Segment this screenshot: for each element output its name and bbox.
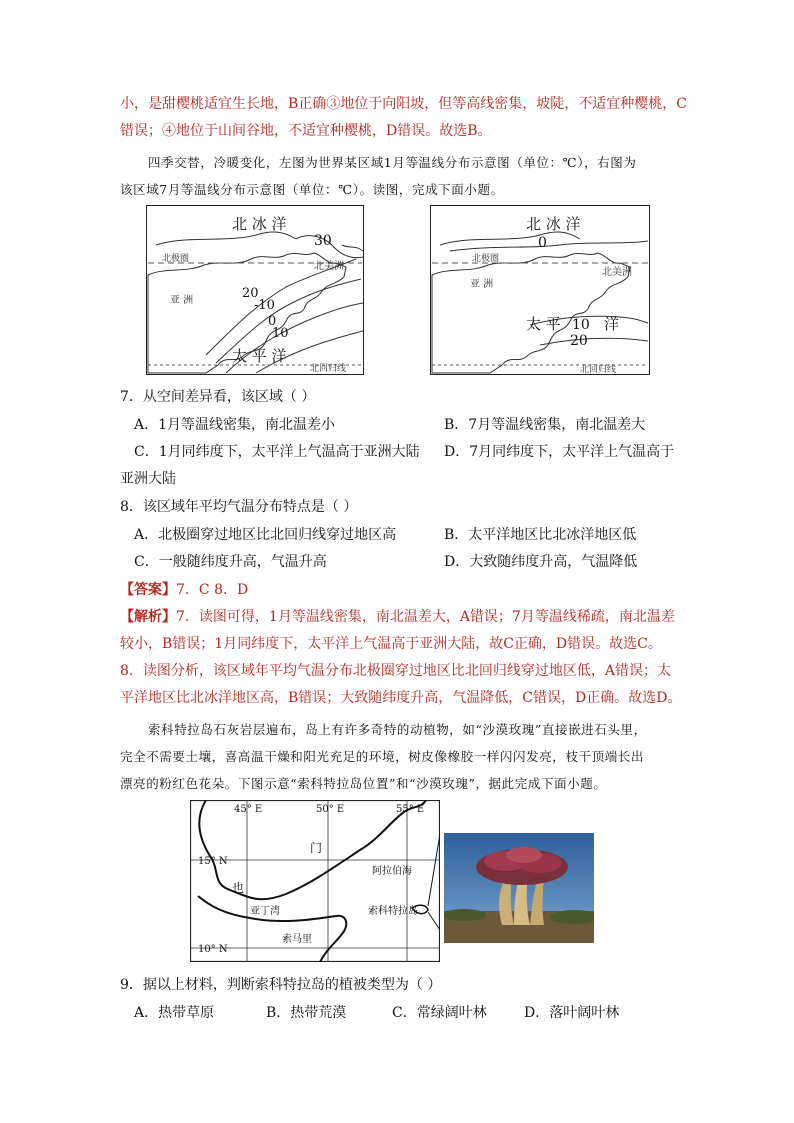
q7-option-d-cont: 亚洲大陆 — [120, 471, 176, 487]
label-lon-50: 50° E — [316, 804, 345, 815]
socotra-intro-line-3: 漂亮的粉红色花朵。下图示意“索科特拉岛位置”和“沙漠玫瑰”，据此完成下面小题。 — [120, 776, 607, 791]
answer-label: 【答案】 — [120, 582, 176, 598]
july-isotherm-map — [430, 205, 650, 375]
q8-option-a[interactable]: A．北极圈穿过地区比北回归线穿过地区高 — [134, 527, 397, 543]
socotra-intro-line-2: 完全不需要土壤，喜高温干燥和阳光充足的环境，树皮像橡胶一样闪闪发亮，枝干顶端长出 — [120, 749, 645, 764]
q9-stem: 9．据以上材料，判断索科特拉岛的植被类型为（ ） — [120, 977, 442, 993]
label-iso-20: 20 — [242, 286, 259, 301]
january-isotherm-map — [146, 205, 364, 375]
label-north-america: 北美洲 — [602, 267, 632, 278]
label-arctic-circle: 北极圈 — [162, 254, 190, 264]
label-men: 门 — [310, 841, 323, 855]
label-iso-0: 0 — [538, 235, 547, 251]
socotra-intro-line-1: 索科特拉岛石灰岩层遍布，岛上有许多奇特的动植物，如“沙漠玫瑰”直接嵌进石头里， — [148, 722, 647, 737]
label-arctic-ocean: 北 冰 洋 — [232, 215, 287, 233]
desert-rose-photo — [444, 833, 594, 943]
answer-continuation-line-1: 小，是甜樱桃适宜生长地，B正确③地位于向阳坡，但等高线密集，坡陡，不适宜种樱桃，C — [120, 96, 687, 112]
q9-option-a[interactable]: A．热带草原 — [134, 1005, 215, 1021]
label-ye: 也 — [232, 881, 245, 895]
label-lat-15: 15° N — [198, 856, 228, 867]
label-gulf-of-aden: 亚丁湾 — [250, 906, 280, 917]
label-arctic-ocean: 北 冰 洋 — [526, 215, 581, 233]
q9-option-c[interactable]: C．常绿阔叶林 — [392, 1005, 487, 1021]
q9-option-b[interactable]: B．热带荒漠 — [266, 1005, 347, 1021]
answer-text: 7．C 8．D — [176, 582, 249, 598]
socotra-location-map — [190, 800, 440, 962]
label-iso-30: 30 — [314, 233, 332, 249]
analysis-line-4: 平洋地区比北冰洋地区高，B错误；大致随纬度升高，气温降低，C错误，D正确。故选D。 — [120, 690, 682, 706]
label-arabian-sea: 阿拉伯海 — [372, 866, 412, 877]
label-iso-0: 0 — [268, 314, 277, 329]
analysis-line-2: 较小，B错误；1月同纬度下，太平洋上气温高于亚洲大陆，故C正确，D错误。故选C。 — [120, 636, 662, 652]
label-pacific-a: 太 平 — [526, 315, 561, 333]
q9-option-d[interactable]: D．落叶阔叶林 — [524, 1005, 620, 1021]
analysis-text-1: 7．读图可得，1月等温线密集，南北温差大，A错误；7月等温线稀疏，南北温差 — [176, 609, 675, 625]
q8-option-c[interactable]: C．一般随纬度升高，气温升高 — [134, 554, 327, 570]
label-iso-20: 20 — [570, 333, 588, 349]
material-intro-line-1: 四季交替，冷暖变化，左图为世界某区域1月等温线分布示意图（单位：℃），右图为 — [148, 155, 637, 170]
answer-line — [120, 578, 680, 603]
label-tropic: 北回归线 — [310, 364, 347, 374]
q7-option-c[interactable]: C．1月同纬度下，太平洋上气温高于亚洲大陆 — [134, 444, 420, 460]
label-asia: 亚 洲 — [170, 295, 194, 306]
q7-stem: 7．从空间差异看，该区域（ ） — [120, 389, 316, 405]
label-lon-55: 55° E — [396, 804, 425, 815]
label-iso-10: 10 — [272, 326, 289, 341]
analysis-label: 【解析】 — [120, 609, 176, 625]
q7-option-d[interactable]: D．7月同纬度下，太平洋上气温高于 — [444, 444, 675, 460]
label-somalia: 索马里 — [282, 934, 312, 945]
label-lon-45: 45° E — [234, 804, 263, 815]
label-iso-10: 10 — [572, 317, 590, 333]
q7-option-a[interactable]: A．1月等温线密集，南北温差小 — [134, 417, 336, 433]
label-pacific-b: 洋 — [604, 315, 620, 333]
label-asia: 亚 洲 — [470, 279, 494, 290]
q8-stem: 8．该区域年平均气温分布特点是（ ） — [120, 499, 358, 515]
label-iso-minus10: -10 — [254, 298, 275, 313]
q8-option-b[interactable]: B．太平洋地区比北冰洋地区低 — [444, 527, 637, 543]
label-pacific: 太 平 洋 — [232, 347, 287, 365]
label-socotra: 索科特拉岛 — [368, 906, 418, 917]
label-north-america: 北美洲 — [314, 261, 344, 272]
label-lat-10: 10° N — [198, 944, 228, 955]
analysis-line-3: 8．读图分析，该区域年平均气温分布北极圈穿过地区比北回归线穿过地区低，A错误；太 — [120, 663, 672, 679]
q8-option-d[interactable]: D．大致随纬度升高，气温降低 — [444, 554, 638, 570]
label-arctic-circle: 北极圈 — [472, 254, 500, 264]
answer-continuation-line-2: 错误；④地位于山间谷地，不适宜种樱桃，D错误。故选B。 — [120, 123, 492, 139]
material-intro-line-2: 该区域7月等温线分布示意图（单位：℃）。读图，完成下面小题。 — [120, 182, 504, 197]
q7-option-b[interactable]: B．7月等温线密集，南北温差大 — [444, 417, 646, 433]
label-tropic: 北回归线 — [580, 365, 617, 375]
analysis-line-1 — [120, 605, 680, 630]
